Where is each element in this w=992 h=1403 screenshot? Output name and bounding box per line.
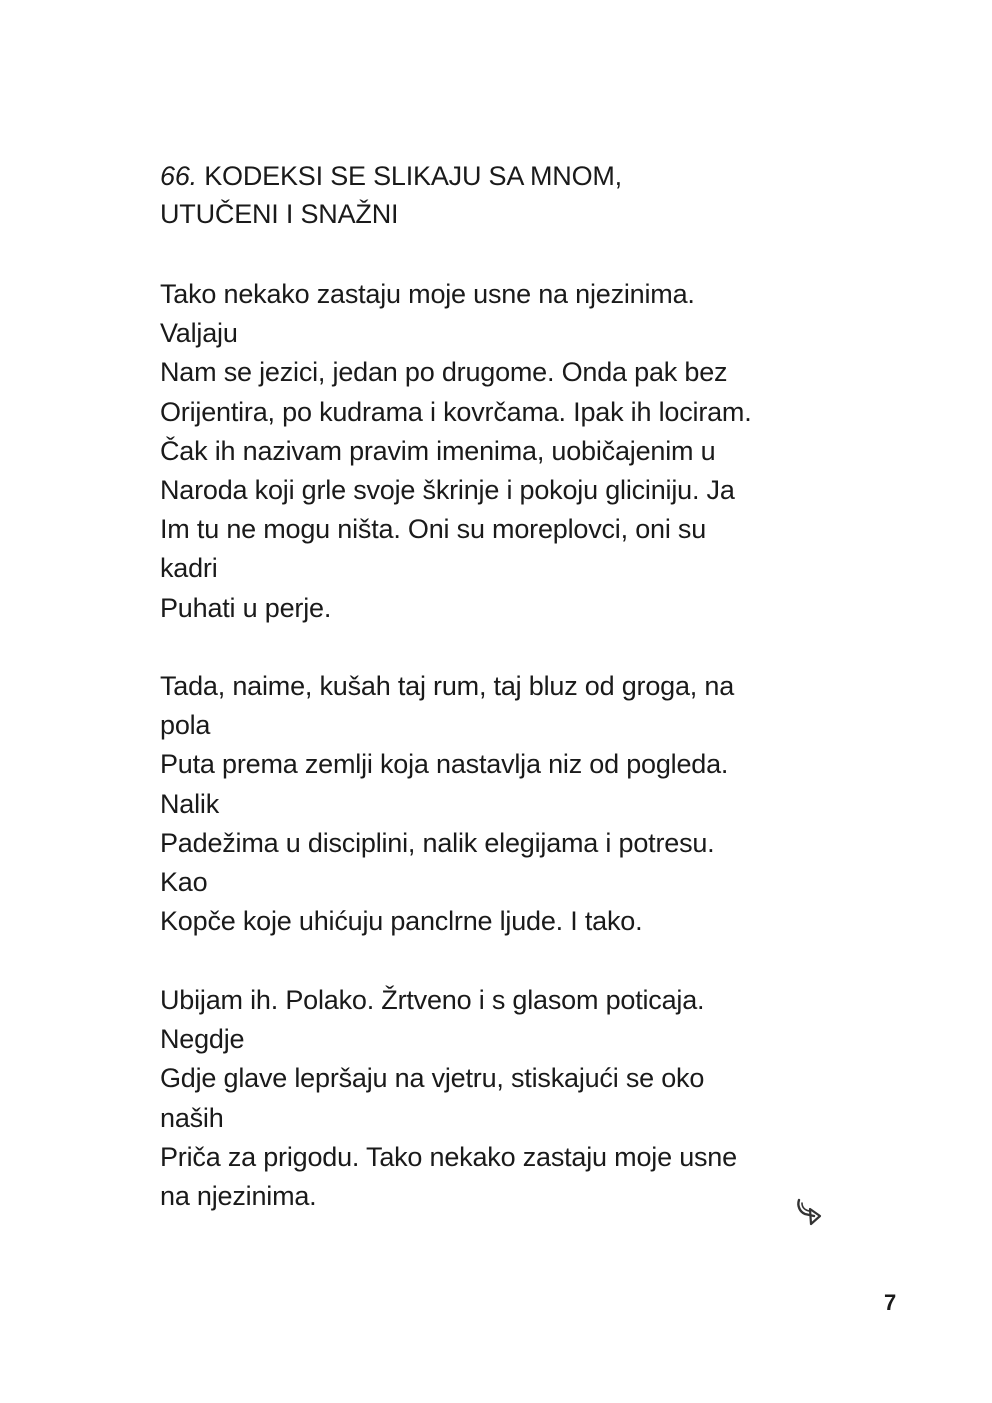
- poem-line: Padežima u disciplini, nalik elegijama i potresu.: [160, 827, 715, 858]
- stanza-1: [160, 275, 752, 628]
- poem-line: Naroda koji grle svoje škrinje i pokoju gliciniju. Ja: [160, 475, 735, 506]
- poem-line: Nam se jezici, jedan po drugome. Onda pak bez: [160, 357, 728, 388]
- poem-line: Nalik: [160, 788, 220, 819]
- poem-line: naših: [160, 1102, 224, 1133]
- stanza-3: [160, 981, 737, 1216]
- poem-line: Puhati u perje.: [160, 592, 332, 623]
- poem-line: Priča za prigodu. Tako nekako zastaju moje usne: [160, 1141, 737, 1172]
- poem-number: 66.: [160, 161, 197, 191]
- poem-title: [160, 157, 622, 233]
- poem-title-line-2: UTUČENI I SNAŽNI: [160, 199, 399, 229]
- poem-line: Kao: [160, 867, 208, 898]
- poem-line: na njezinima.: [160, 1181, 317, 1212]
- curled-arrow-end-mark-icon: [792, 1194, 826, 1228]
- poem-line: Ubijam ih. Polako. Žrtveno i s glasom poticaja.: [160, 985, 705, 1015]
- poem-line: Čak ih nazivam pravim imenima, uobičajenim u: [160, 435, 716, 466]
- poem-line: Tada, naime, kušah taj rum, taj bluz od groga, na: [160, 671, 735, 701]
- poem-line: Tako nekako zastaju moje usne na njezinima.: [160, 279, 695, 309]
- poem-line: Kopče koje uhićuju panclrne ljude. I tako.: [160, 906, 643, 937]
- poem-line: Valjaju: [160, 318, 238, 349]
- poem-line: Gdje glave lepršaju na vjetru, stiskajući se oko: [160, 1063, 705, 1094]
- poem-line: Im tu ne mogu ništa. Oni su moreplovci, oni su: [160, 514, 707, 545]
- poem-line: Negdje: [160, 1024, 245, 1055]
- page-number: 7: [884, 1290, 897, 1315]
- poem-line: Orijentira, po kudrama i kovrčama. Ipak ih lociram.: [160, 396, 752, 427]
- poem-line: kadri: [160, 553, 218, 584]
- poem-line: pola: [160, 710, 211, 741]
- stanza-2: [160, 667, 734, 941]
- poem-line: Puta prema zemlji koja nastavlja niz od pogleda.: [160, 749, 729, 780]
- poem-title-line-1: KODEKSI SE SLIKAJU SA MNOM,: [204, 161, 622, 191]
